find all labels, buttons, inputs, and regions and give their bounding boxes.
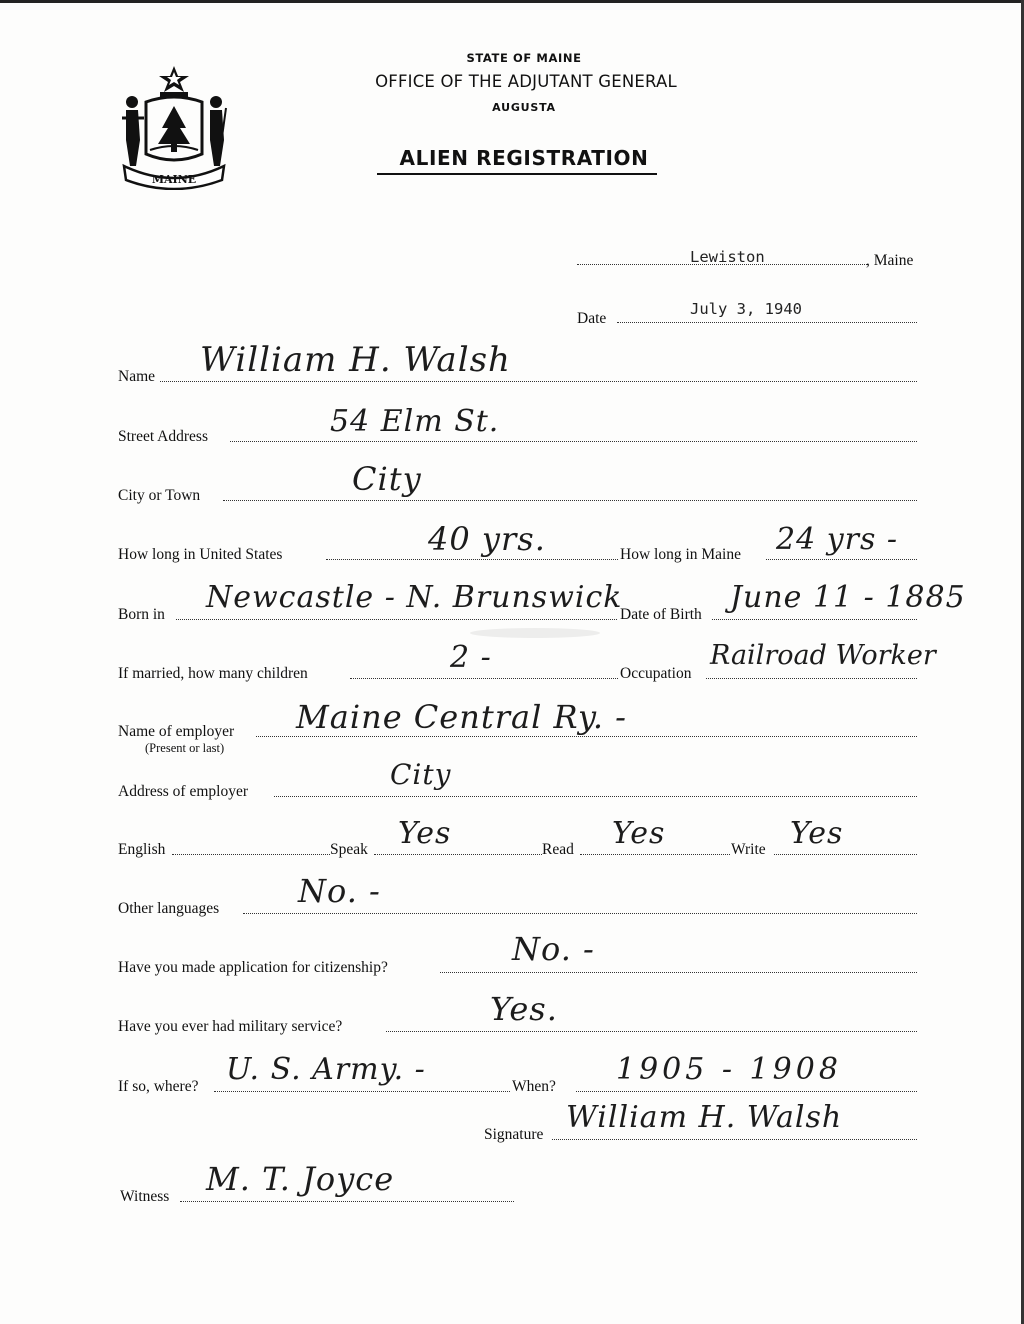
when-field-line [576,1091,917,1092]
date-field-line [617,322,917,323]
children-label: If married, how many children [118,665,308,682]
how-long-us-value: 40 yrs. [428,520,546,558]
military-field-line [386,1031,917,1032]
city-or-town-value: City [352,460,422,498]
employer-name-label: Name of employer [118,723,235,740]
how-long-maine-label: How long in Maine [620,546,741,563]
military-label: Have you ever had military service? [118,1018,343,1035]
street-address-value: 54 Elm St. [330,404,500,439]
seal-banner-text: MAINE [151,173,197,186]
name-value: William H. Walsh [200,340,511,380]
english-speak-label: Speak [330,841,368,858]
english-write-value: Yes [790,816,844,851]
city-or-town-field-line [223,500,917,501]
place-suffix: , Maine [866,252,914,269]
form-title: ALIEN REGISTRATION [399,146,649,170]
city-or-town-label: City or Town [118,487,201,504]
employer-name-sublabel: (Present or last) [145,741,225,755]
name-label: Name [118,368,156,385]
date-value: July 3, 1940 [690,300,802,318]
citizenship-field-line [440,972,917,973]
children-value: 2 - [450,640,492,675]
occupation-label: Occupation [620,665,692,682]
date-of-birth-value: June 11 - 1885 [730,580,966,615]
date-of-birth-label: Date of Birth [620,606,702,623]
signature-field-line [552,1139,917,1140]
english-speak-value: Yes [398,816,452,851]
english-read-value: Yes [612,816,666,851]
witness-value: M. T. Joyce [206,1160,395,1198]
other-languages-field-line [243,913,917,914]
how-long-maine-field-line [766,559,917,560]
citizenship-value: No. - [512,930,595,968]
street-address-label: Street Address [118,428,208,445]
english-speak-field-line [374,854,542,855]
english-field-line [172,854,330,855]
where-label: If so, where? [118,1078,199,1095]
children-field-line [350,678,618,679]
employer-address-value: City [390,758,452,791]
signature-label: Signature [484,1126,544,1143]
military-value: Yes. [490,990,558,1028]
office-heading: OFFICE OF THE ADJUTANT GENERAL [375,72,677,91]
how-long-us-label: How long in United States [118,546,283,563]
occupation-field-line [706,678,917,679]
other-languages-label: Other languages [118,900,220,917]
english-read-label: Read [542,841,574,858]
place-value: Lewiston [690,248,765,266]
english-label: English [118,841,166,858]
witness-field-line [180,1201,514,1202]
english-read-field-line [580,854,730,855]
title-underline [377,173,657,175]
when-label: When? [512,1078,556,1095]
city-heading: AUGUSTA [492,101,556,114]
name-field-line [160,381,917,382]
employer-address-field-line [274,796,917,797]
signature-value: William H. Walsh [566,1100,843,1135]
date-label: Date [577,310,607,327]
ink-smudge [470,628,600,638]
employer-address-label: Address of employer [118,783,248,800]
scan-edge-top [0,0,1024,3]
street-address-field-line [230,441,917,442]
where-field-line [214,1091,510,1092]
born-in-field-line [176,619,617,620]
citizenship-label: Have you made application for citizenship? [118,959,388,976]
witness-label: Witness [120,1188,170,1205]
where-value: U. S. Army. - [226,1052,426,1087]
occupation-value: Railroad Worker [710,640,936,671]
employer-name-field-line [256,736,917,737]
english-write-field-line [774,854,917,855]
how-long-us-field-line [326,559,618,560]
born-in-label: Born in [118,606,165,623]
state-heading: STATE OF MAINE [466,51,582,65]
english-write-label: Write [731,841,766,858]
employer-name-value: Maine Central Ry. - [296,698,627,736]
other-languages-value: No. - [298,872,381,910]
how-long-maine-value: 24 yrs - [776,522,899,557]
born-in-value: Newcastle - N. Brunswick [206,580,623,615]
date-of-birth-field-line [712,619,917,620]
when-value: 1905 - 1908 [616,1052,842,1087]
